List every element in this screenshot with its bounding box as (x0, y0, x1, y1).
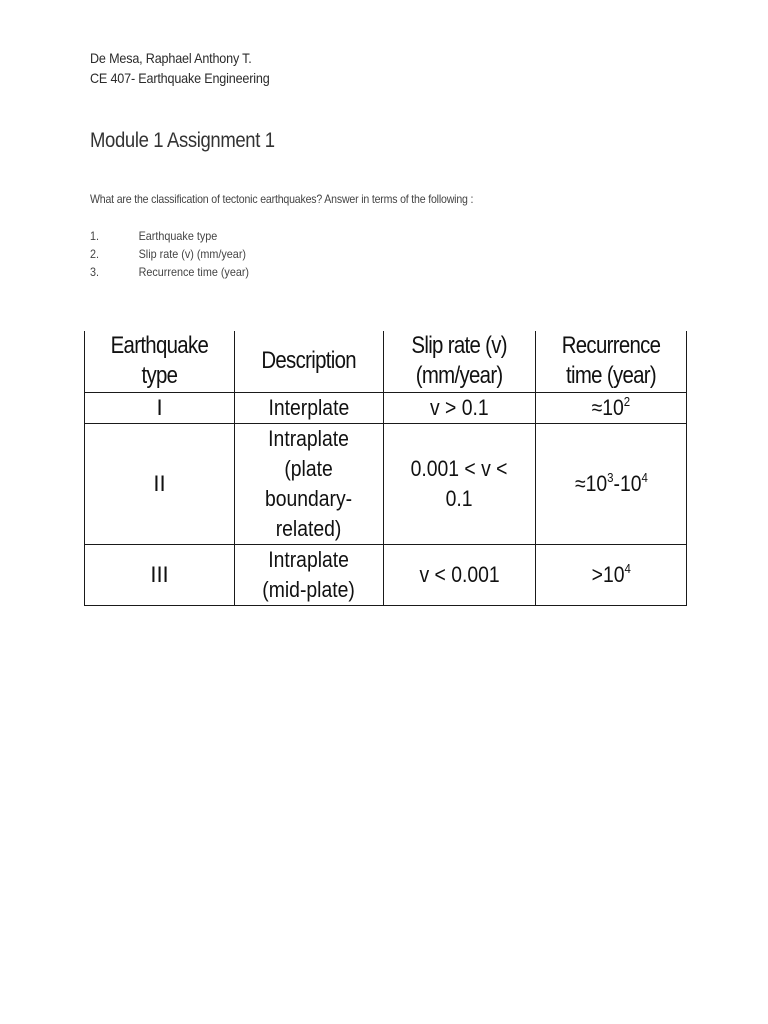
table-header-row (85, 331, 687, 392)
header-line: Description (261, 347, 357, 375)
recurrence-exponent: 3 (606, 469, 614, 485)
description-line: related) (276, 515, 342, 541)
description-line: Intraplate (268, 546, 350, 572)
recurrence-base: >10 (591, 561, 625, 587)
recurrence-base: -10 (613, 470, 642, 496)
description-line: (mid-plate) (262, 576, 356, 602)
cell-recurrence (536, 392, 687, 423)
cell-recurrence (536, 423, 687, 544)
course-title: CE 407- Earthquake Engineering (90, 70, 270, 86)
header-line: Recurrence (561, 332, 661, 360)
description-line: (plate (284, 455, 334, 481)
header-line: type (141, 362, 178, 390)
description-line: boundary- (265, 485, 353, 511)
table-row (85, 423, 687, 544)
header-line: Slip rate (v) (411, 332, 508, 360)
list-item (90, 245, 249, 263)
cell-slip-rate (384, 423, 536, 544)
recurrence-exponent: 2 (623, 393, 631, 409)
list-number: 3. (90, 265, 100, 279)
cell-type: III (85, 544, 235, 605)
slip-line: v < 0.001 (419, 561, 500, 587)
list-number: 1. (90, 229, 100, 243)
description-line: Intraplate (268, 425, 350, 451)
recurrence-base: ≈10 (574, 470, 607, 496)
header-line: Earthquake (110, 332, 209, 360)
cell-description (235, 392, 384, 423)
list-item (90, 263, 249, 281)
header-description (235, 331, 384, 392)
slip-line: 0.001 < v < (411, 455, 508, 481)
list-text: Recurrence time (year) (138, 265, 250, 279)
header-earthquake-type (85, 331, 235, 392)
cell-recurrence (536, 544, 687, 605)
list-number: 2. (90, 247, 100, 261)
classification-table (84, 331, 687, 606)
header-line: time (year) (565, 362, 656, 390)
slip-line: 0.1 (446, 485, 473, 511)
cell-type: I (85, 392, 235, 423)
cell-slip-rate (384, 544, 536, 605)
list-text: Earthquake type (138, 229, 218, 243)
table-row (85, 544, 687, 605)
slip-line: v > 0.1 (430, 394, 489, 420)
list-text: Slip rate (v) (mm/year) (138, 247, 247, 261)
header-slip-rate (384, 331, 536, 392)
cell-type: II (85, 423, 235, 544)
list-item (90, 227, 249, 245)
recurrence-base: ≈10 (591, 394, 624, 420)
header-line: (mm/year) (416, 362, 503, 390)
criteria-list (90, 227, 267, 281)
author-name: De Mesa, Raphael Anthony T. (90, 50, 252, 66)
cell-slip-rate (384, 392, 536, 423)
description-line: Interplate (268, 394, 350, 420)
header-recurrence-time (536, 331, 687, 392)
recurrence-exponent: 4 (624, 560, 631, 576)
question-text: What are the classification of tectonic earthquakes? Answer in terms of the following : (90, 192, 474, 206)
cell-description (235, 544, 384, 605)
recurrence-exponent: 4 (641, 469, 648, 485)
table-row (85, 392, 687, 423)
cell-description (235, 423, 384, 544)
assignment-title: Module 1 Assignment 1 (90, 129, 275, 152)
